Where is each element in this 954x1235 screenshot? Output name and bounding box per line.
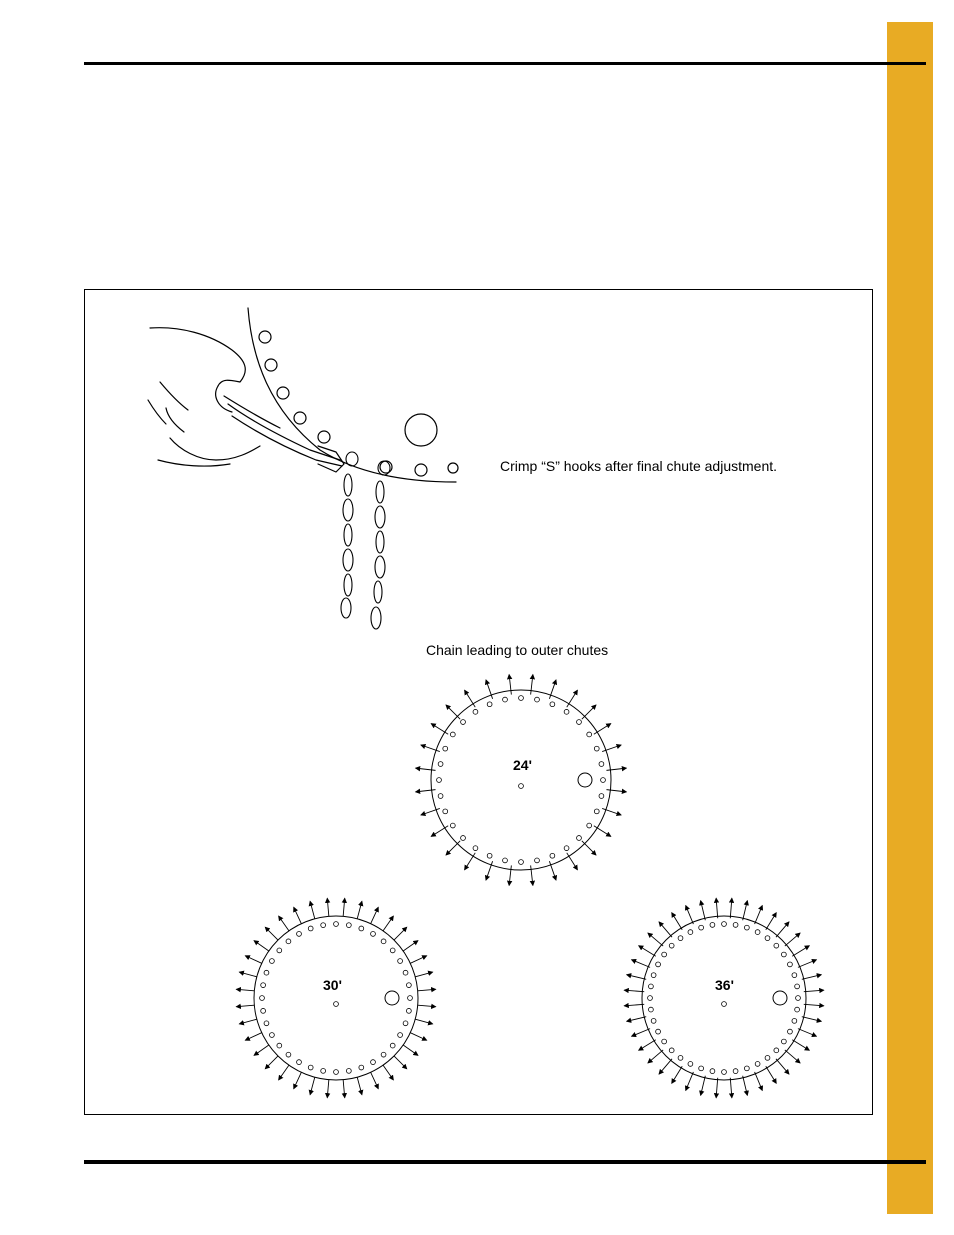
dial-30-graphic xyxy=(226,888,446,1108)
header-rule xyxy=(84,62,926,65)
dial-arrow xyxy=(776,922,789,937)
dial-hole xyxy=(261,983,266,988)
dial-hole xyxy=(710,1069,715,1074)
dial-center xyxy=(722,1002,727,1007)
hand-pliers-crimping-s-hook-icon xyxy=(140,300,470,640)
dial-arrow xyxy=(639,1040,656,1050)
dial-arrow xyxy=(648,1050,663,1063)
dial-arrow xyxy=(357,1077,362,1094)
dial-arrow xyxy=(686,1072,694,1090)
dial-hole xyxy=(722,922,727,927)
dial-hole xyxy=(346,1068,351,1073)
dial-hole xyxy=(390,948,395,953)
dial-hole xyxy=(403,970,408,975)
footer-rule xyxy=(84,1160,926,1164)
dial-arrow xyxy=(245,956,261,964)
dial-arrow xyxy=(254,1045,269,1055)
section-tab xyxy=(887,22,933,1214)
dial-arrow xyxy=(672,1066,682,1083)
dial-arrow xyxy=(394,927,407,940)
dial-arrow xyxy=(310,901,315,918)
dial-arrow xyxy=(327,1080,329,1098)
dial-hole xyxy=(270,959,275,964)
dial-hole xyxy=(450,823,455,828)
dial-hole xyxy=(519,860,524,865)
dial-arrow xyxy=(431,826,448,837)
dial-hole xyxy=(406,1008,411,1013)
dial-hole xyxy=(321,1068,326,1073)
dial-hole xyxy=(587,823,592,828)
dial-hole xyxy=(564,709,569,714)
dial-hole xyxy=(260,996,265,1001)
dial-hole xyxy=(788,1029,793,1034)
dial-hole xyxy=(795,984,800,989)
dial-arrow xyxy=(465,853,476,870)
dial-arrow xyxy=(701,1076,706,1095)
crimp-note: Crimp “S” hooks after final chute adjustment. xyxy=(500,458,778,474)
dial-30-label: 30' xyxy=(323,977,342,993)
dial-arrow xyxy=(730,898,732,918)
dial-hole xyxy=(286,939,291,944)
dial-36 xyxy=(614,888,834,1108)
dial-hole xyxy=(788,962,793,967)
dial-arrow xyxy=(343,1080,345,1098)
dial-hole xyxy=(519,696,524,701)
dial-arrow xyxy=(403,1045,418,1055)
dial-hole xyxy=(535,858,540,863)
dial-hole xyxy=(308,1065,313,1070)
dial-hole xyxy=(744,1066,749,1071)
dial-arrow xyxy=(798,1029,816,1037)
dial-hole xyxy=(297,932,302,937)
dial-hole xyxy=(297,1060,302,1065)
dial-hole xyxy=(261,1008,266,1013)
dial-hole xyxy=(774,943,779,948)
dial-arrow xyxy=(594,724,611,735)
dial-arrow xyxy=(371,907,379,923)
dial-hole xyxy=(346,923,351,928)
dial-arrow xyxy=(716,1078,718,1098)
dial-arrow xyxy=(416,768,436,770)
dial-hole xyxy=(408,996,413,1001)
dial-hole xyxy=(535,697,540,702)
dial-arrow xyxy=(509,865,511,885)
dial-arrow xyxy=(279,916,289,931)
dial-hole xyxy=(277,948,282,953)
dial-arrow xyxy=(265,1056,278,1069)
dial-arrow xyxy=(659,922,672,937)
dial-24-label: 24' xyxy=(513,757,532,773)
dial-hole xyxy=(599,762,604,767)
dial-hole xyxy=(733,923,738,928)
dial-arrow xyxy=(632,960,650,968)
dial-arrow xyxy=(431,724,448,735)
dial-hole xyxy=(678,1055,683,1060)
dial-hole xyxy=(651,1018,656,1023)
dial-hole xyxy=(651,973,656,978)
dial-hole xyxy=(264,970,269,975)
dial-hole xyxy=(503,858,508,863)
dial-hole xyxy=(795,1007,800,1012)
dial-hole xyxy=(461,720,466,725)
dial-arrow xyxy=(594,826,611,837)
dial-hole xyxy=(594,746,599,751)
dial-arrow xyxy=(531,675,533,695)
dial-arrow xyxy=(567,690,578,707)
dial-hole xyxy=(587,732,592,737)
dial-hole xyxy=(487,702,492,707)
dial-arrow xyxy=(766,1066,776,1083)
dial-arrow xyxy=(785,1050,800,1063)
dial-36-label: 36' xyxy=(715,977,734,993)
dial-arrow xyxy=(567,853,578,870)
dial-hole xyxy=(649,1007,654,1012)
dial-hole xyxy=(688,1062,693,1067)
dial-arrow xyxy=(686,906,694,924)
dial-arrow xyxy=(804,990,824,992)
dial-arrow xyxy=(394,1056,407,1069)
dial-arrow xyxy=(776,1059,789,1074)
dial-arrow xyxy=(294,907,302,923)
dial-hole xyxy=(699,925,704,930)
dial-24 xyxy=(411,670,631,890)
dial-hole xyxy=(594,809,599,814)
dial-arrow xyxy=(730,1078,732,1098)
dial-hole xyxy=(277,1043,282,1048)
dial-hole xyxy=(264,1021,269,1026)
dial-arrow xyxy=(239,1019,256,1024)
dial-hole xyxy=(270,1033,275,1038)
dial-hole xyxy=(473,846,478,851)
dial-arrow xyxy=(403,941,418,951)
dial-hole xyxy=(599,794,604,799)
dial-hole xyxy=(688,930,693,935)
dial-hole xyxy=(398,959,403,964)
dial-hole xyxy=(487,853,492,858)
dial-arrow xyxy=(606,768,626,770)
dial-arrow xyxy=(582,705,596,719)
dial-arrow xyxy=(383,916,393,931)
dial-hole xyxy=(443,746,448,751)
dial-arrow xyxy=(415,1019,432,1024)
dial-arrow xyxy=(236,1005,254,1007)
dial-24-graphic xyxy=(411,670,631,890)
dial-arrow xyxy=(418,1005,436,1007)
dial-arrow xyxy=(239,972,256,977)
dial-hole xyxy=(403,1021,408,1026)
dial-large-hole xyxy=(578,773,592,787)
dial-arrow xyxy=(606,790,626,792)
dial-hole xyxy=(710,923,715,928)
dial-arrow xyxy=(639,946,656,956)
dial-arrow xyxy=(802,1017,821,1022)
dial-hole xyxy=(774,1048,779,1053)
dial-large-hole xyxy=(385,991,399,1005)
dial-arrow xyxy=(755,1072,763,1090)
dial-hole xyxy=(649,984,654,989)
dial-arrow xyxy=(792,946,809,956)
dial-hole xyxy=(381,939,386,944)
dial-arrow xyxy=(509,675,511,695)
dial-hole xyxy=(699,1066,704,1071)
dial-hole xyxy=(308,926,313,931)
dial-arrow xyxy=(254,941,269,951)
dial-arrow xyxy=(357,901,362,918)
dial-arrow xyxy=(245,1033,261,1041)
dial-arrow xyxy=(446,705,460,719)
dial-arrow xyxy=(743,1076,748,1095)
dial-arrow xyxy=(236,989,254,991)
dial-arrow xyxy=(279,1065,289,1080)
dial-hole xyxy=(334,1070,339,1075)
dial-arrow xyxy=(804,1004,824,1006)
dial-arrow xyxy=(582,841,596,855)
dial-hole xyxy=(792,973,797,978)
dial-hole xyxy=(765,1055,770,1060)
dial-arrow xyxy=(418,989,436,991)
dial-arrow xyxy=(265,927,278,940)
dial-arrow xyxy=(659,1059,672,1074)
dial-arrow xyxy=(632,1029,650,1037)
dial-arrow xyxy=(327,898,329,916)
dial-hole xyxy=(781,1039,786,1044)
dial-arrow xyxy=(627,1017,646,1022)
dial-hole xyxy=(438,794,443,799)
dial-hole xyxy=(656,962,661,967)
dial-large-hole xyxy=(773,991,787,1005)
dial-hole xyxy=(755,1062,760,1067)
dial-hole xyxy=(648,996,653,1001)
dial-arrow xyxy=(798,960,816,968)
dial-hole xyxy=(796,996,801,1001)
dial-center xyxy=(519,784,524,789)
dial-arrow xyxy=(792,1040,809,1050)
dial-hole xyxy=(334,922,339,927)
dial-arrow xyxy=(624,990,644,992)
dial-hole xyxy=(669,1048,674,1053)
dial-arrow xyxy=(371,1072,379,1088)
dial-hole xyxy=(792,1018,797,1023)
dial-hole xyxy=(662,1039,667,1044)
dial-hole xyxy=(744,925,749,930)
dial-arrow xyxy=(701,901,706,920)
chain-note: Chain leading to outer chutes xyxy=(426,642,609,658)
dial-arrow xyxy=(648,933,663,946)
dial-hole xyxy=(359,926,364,931)
dial-arrow xyxy=(410,1033,426,1041)
dial-hole xyxy=(473,709,478,714)
dial-arrow xyxy=(716,898,718,918)
dial-hole xyxy=(371,1060,376,1065)
dial-hole xyxy=(437,778,442,783)
dial-hole xyxy=(755,930,760,935)
dial-hole xyxy=(321,923,326,928)
dial-hole xyxy=(550,853,555,858)
dial-arrow xyxy=(755,906,763,924)
dial-hole xyxy=(577,720,582,725)
dial-arrow xyxy=(743,901,748,920)
dial-arrow xyxy=(766,913,776,930)
dial-hole xyxy=(406,983,411,988)
dial-arrow xyxy=(383,1065,393,1080)
dial-hole xyxy=(381,1052,386,1057)
dial-arrow xyxy=(310,1077,315,1094)
dial-center xyxy=(334,1002,339,1007)
dial-arrow xyxy=(465,690,476,707)
dial-hole xyxy=(398,1033,403,1038)
dial-hole xyxy=(550,702,555,707)
dial-hole xyxy=(577,836,582,841)
dial-hole xyxy=(564,846,569,851)
dial-36-graphic xyxy=(614,888,834,1108)
dial-hole xyxy=(781,952,786,957)
dial-arrow xyxy=(785,933,800,946)
dial-hole xyxy=(443,809,448,814)
dial-arrow xyxy=(415,972,432,977)
dial-arrow xyxy=(624,1004,644,1006)
dial-arrow xyxy=(531,865,533,885)
dial-hole xyxy=(722,1070,727,1075)
dial-arrow xyxy=(446,841,460,855)
dial-hole xyxy=(669,943,674,948)
dial-hole xyxy=(765,936,770,941)
dial-hole xyxy=(461,836,466,841)
dial-hole xyxy=(286,1052,291,1057)
dial-arrow xyxy=(294,1072,302,1088)
dial-hole xyxy=(390,1043,395,1048)
dial-hole xyxy=(450,732,455,737)
dial-arrow xyxy=(627,975,646,980)
dial-hole xyxy=(503,697,508,702)
dial-hole xyxy=(733,1069,738,1074)
dial-hole xyxy=(662,952,667,957)
dial-arrow xyxy=(416,790,436,792)
dial-hole xyxy=(678,936,683,941)
dial-hole xyxy=(601,778,606,783)
dial-hole xyxy=(438,762,443,767)
dial-arrow xyxy=(672,913,682,930)
dial-30 xyxy=(226,888,446,1108)
dial-hole xyxy=(371,932,376,937)
dial-hole xyxy=(656,1029,661,1034)
dial-hole xyxy=(359,1065,364,1070)
dial-arrow xyxy=(343,898,345,916)
dial-arrow xyxy=(802,975,821,980)
dial-arrow xyxy=(410,956,426,964)
